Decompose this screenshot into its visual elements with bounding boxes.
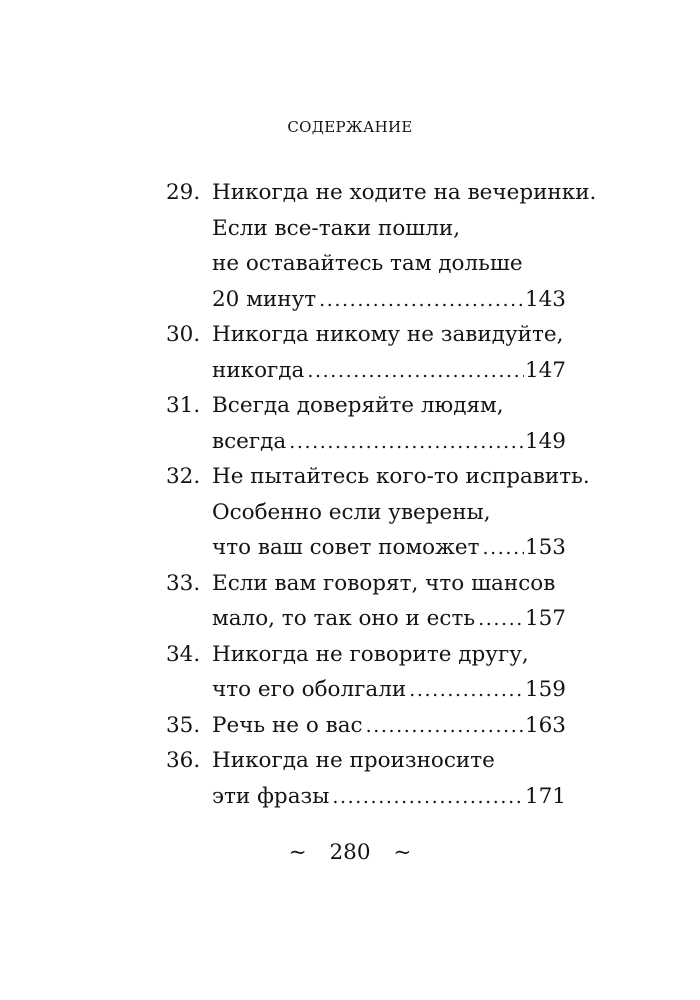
toc-entry-last-line <box>166 672 566 708</box>
dot-leader <box>409 673 524 709</box>
table-of-contents <box>166 175 597 814</box>
toc-entry[interactable] <box>166 566 566 637</box>
toc-entry[interactable] <box>166 743 566 814</box>
ornament-right: ~ <box>393 840 412 865</box>
toc-page-number: 149 <box>524 428 566 454</box>
toc-entry-title-line <box>166 459 590 495</box>
toc-page-number: 163 <box>524 712 566 738</box>
toc-page-number: 159 <box>524 677 566 702</box>
toc-entry-title-text: мало, то так оно и есть <box>212 606 476 631</box>
toc-entry-title-line <box>166 566 566 602</box>
toc-entry-title-line <box>166 175 597 211</box>
toc-entry-title-text: всегда <box>212 428 287 454</box>
dot-leader <box>332 780 524 816</box>
toc-entry-last-line <box>166 779 566 815</box>
dot-leader <box>483 531 524 567</box>
toc-entry-number: 35. <box>166 712 201 738</box>
toc-entry[interactable] <box>166 175 597 317</box>
toc-entry[interactable] <box>166 637 566 708</box>
ornament-left: ~ <box>288 840 307 865</box>
toc-entry-title-text: что ваш совет поможет <box>212 535 480 560</box>
toc-entry-number: 32. <box>166 464 201 489</box>
toc-entry[interactable] <box>166 708 566 744</box>
toc-entry-number: 36. <box>166 748 201 773</box>
toc-entry-title-text: Если все-таки пошли, <box>212 215 461 241</box>
toc-entry-last-line <box>166 282 566 318</box>
toc-page-number: 171 <box>524 783 566 809</box>
toc-entry-title-text: Не пытайтесь кого-то исправить. <box>212 464 590 489</box>
toc-entry-title-text: эти фразы <box>212 783 330 809</box>
toc-entry-last-line <box>166 530 566 566</box>
toc-entry-title-line <box>166 637 566 673</box>
toc-entry-title-text: Никогда не говорите другу, <box>212 641 529 667</box>
toc-entry[interactable] <box>166 459 590 566</box>
toc-entry-title-text: Особенно если уверены, <box>212 499 491 525</box>
toc-entry-title-text: Всегда доверяйте людям, <box>212 393 504 418</box>
toc-entry-title-line <box>166 495 566 531</box>
page-header: СОДЕРЖАНИЕ <box>287 118 413 136</box>
toc-entry-number: 34. <box>166 641 201 667</box>
toc-entry-title-text: Никогда не ходите на вечеринки. <box>212 180 597 205</box>
toc-entry-title-text: Никогда не произносите <box>212 748 495 773</box>
toc-entry-title-text: Если вам говорят, что шансов <box>212 570 556 596</box>
toc-page-number: 147 <box>524 357 566 383</box>
toc-page-number: 157 <box>524 606 566 631</box>
toc-entry-number: 33. <box>166 570 201 596</box>
toc-entry-title-line <box>166 246 566 282</box>
toc-entry-title-text: Никогда никому не завидуйте, <box>212 322 564 347</box>
toc-entry-title-line <box>166 317 566 353</box>
toc-entry-number: 31. <box>166 393 201 418</box>
toc-entry-number: 29. <box>166 180 201 205</box>
toc-entry-number: 30. <box>166 322 201 347</box>
toc-entry-title-text: что его оболгали <box>212 677 407 702</box>
toc-entry-title-text: никогда <box>212 357 305 383</box>
toc-entry-last-line <box>166 424 566 460</box>
toc-entry-title-text: 20 минут <box>212 286 317 312</box>
toc-entry-title-line <box>166 211 566 247</box>
toc-page-number: 143 <box>524 286 566 312</box>
page-footer <box>0 840 700 865</box>
toc-entry-last-line <box>166 601 566 637</box>
page-number: 280 <box>329 840 371 865</box>
dot-leader <box>478 602 524 638</box>
dot-leader <box>289 425 524 461</box>
toc-entry-last-line <box>166 708 566 744</box>
toc-entry[interactable] <box>166 317 566 388</box>
toc-entry[interactable] <box>166 388 566 459</box>
dot-leader <box>319 283 524 319</box>
dot-leader <box>307 354 524 390</box>
toc-entry-title-line <box>166 743 566 779</box>
dot-leader <box>366 709 524 745</box>
toc-entry-last-line <box>166 353 566 389</box>
toc-entry-title-line <box>166 388 566 424</box>
toc-entry-title-text: Речь не о вас <box>212 712 363 738</box>
toc-page-number: 153 <box>524 535 566 560</box>
toc-entry-title-text: не оставайтесь там дольше <box>212 251 523 276</box>
